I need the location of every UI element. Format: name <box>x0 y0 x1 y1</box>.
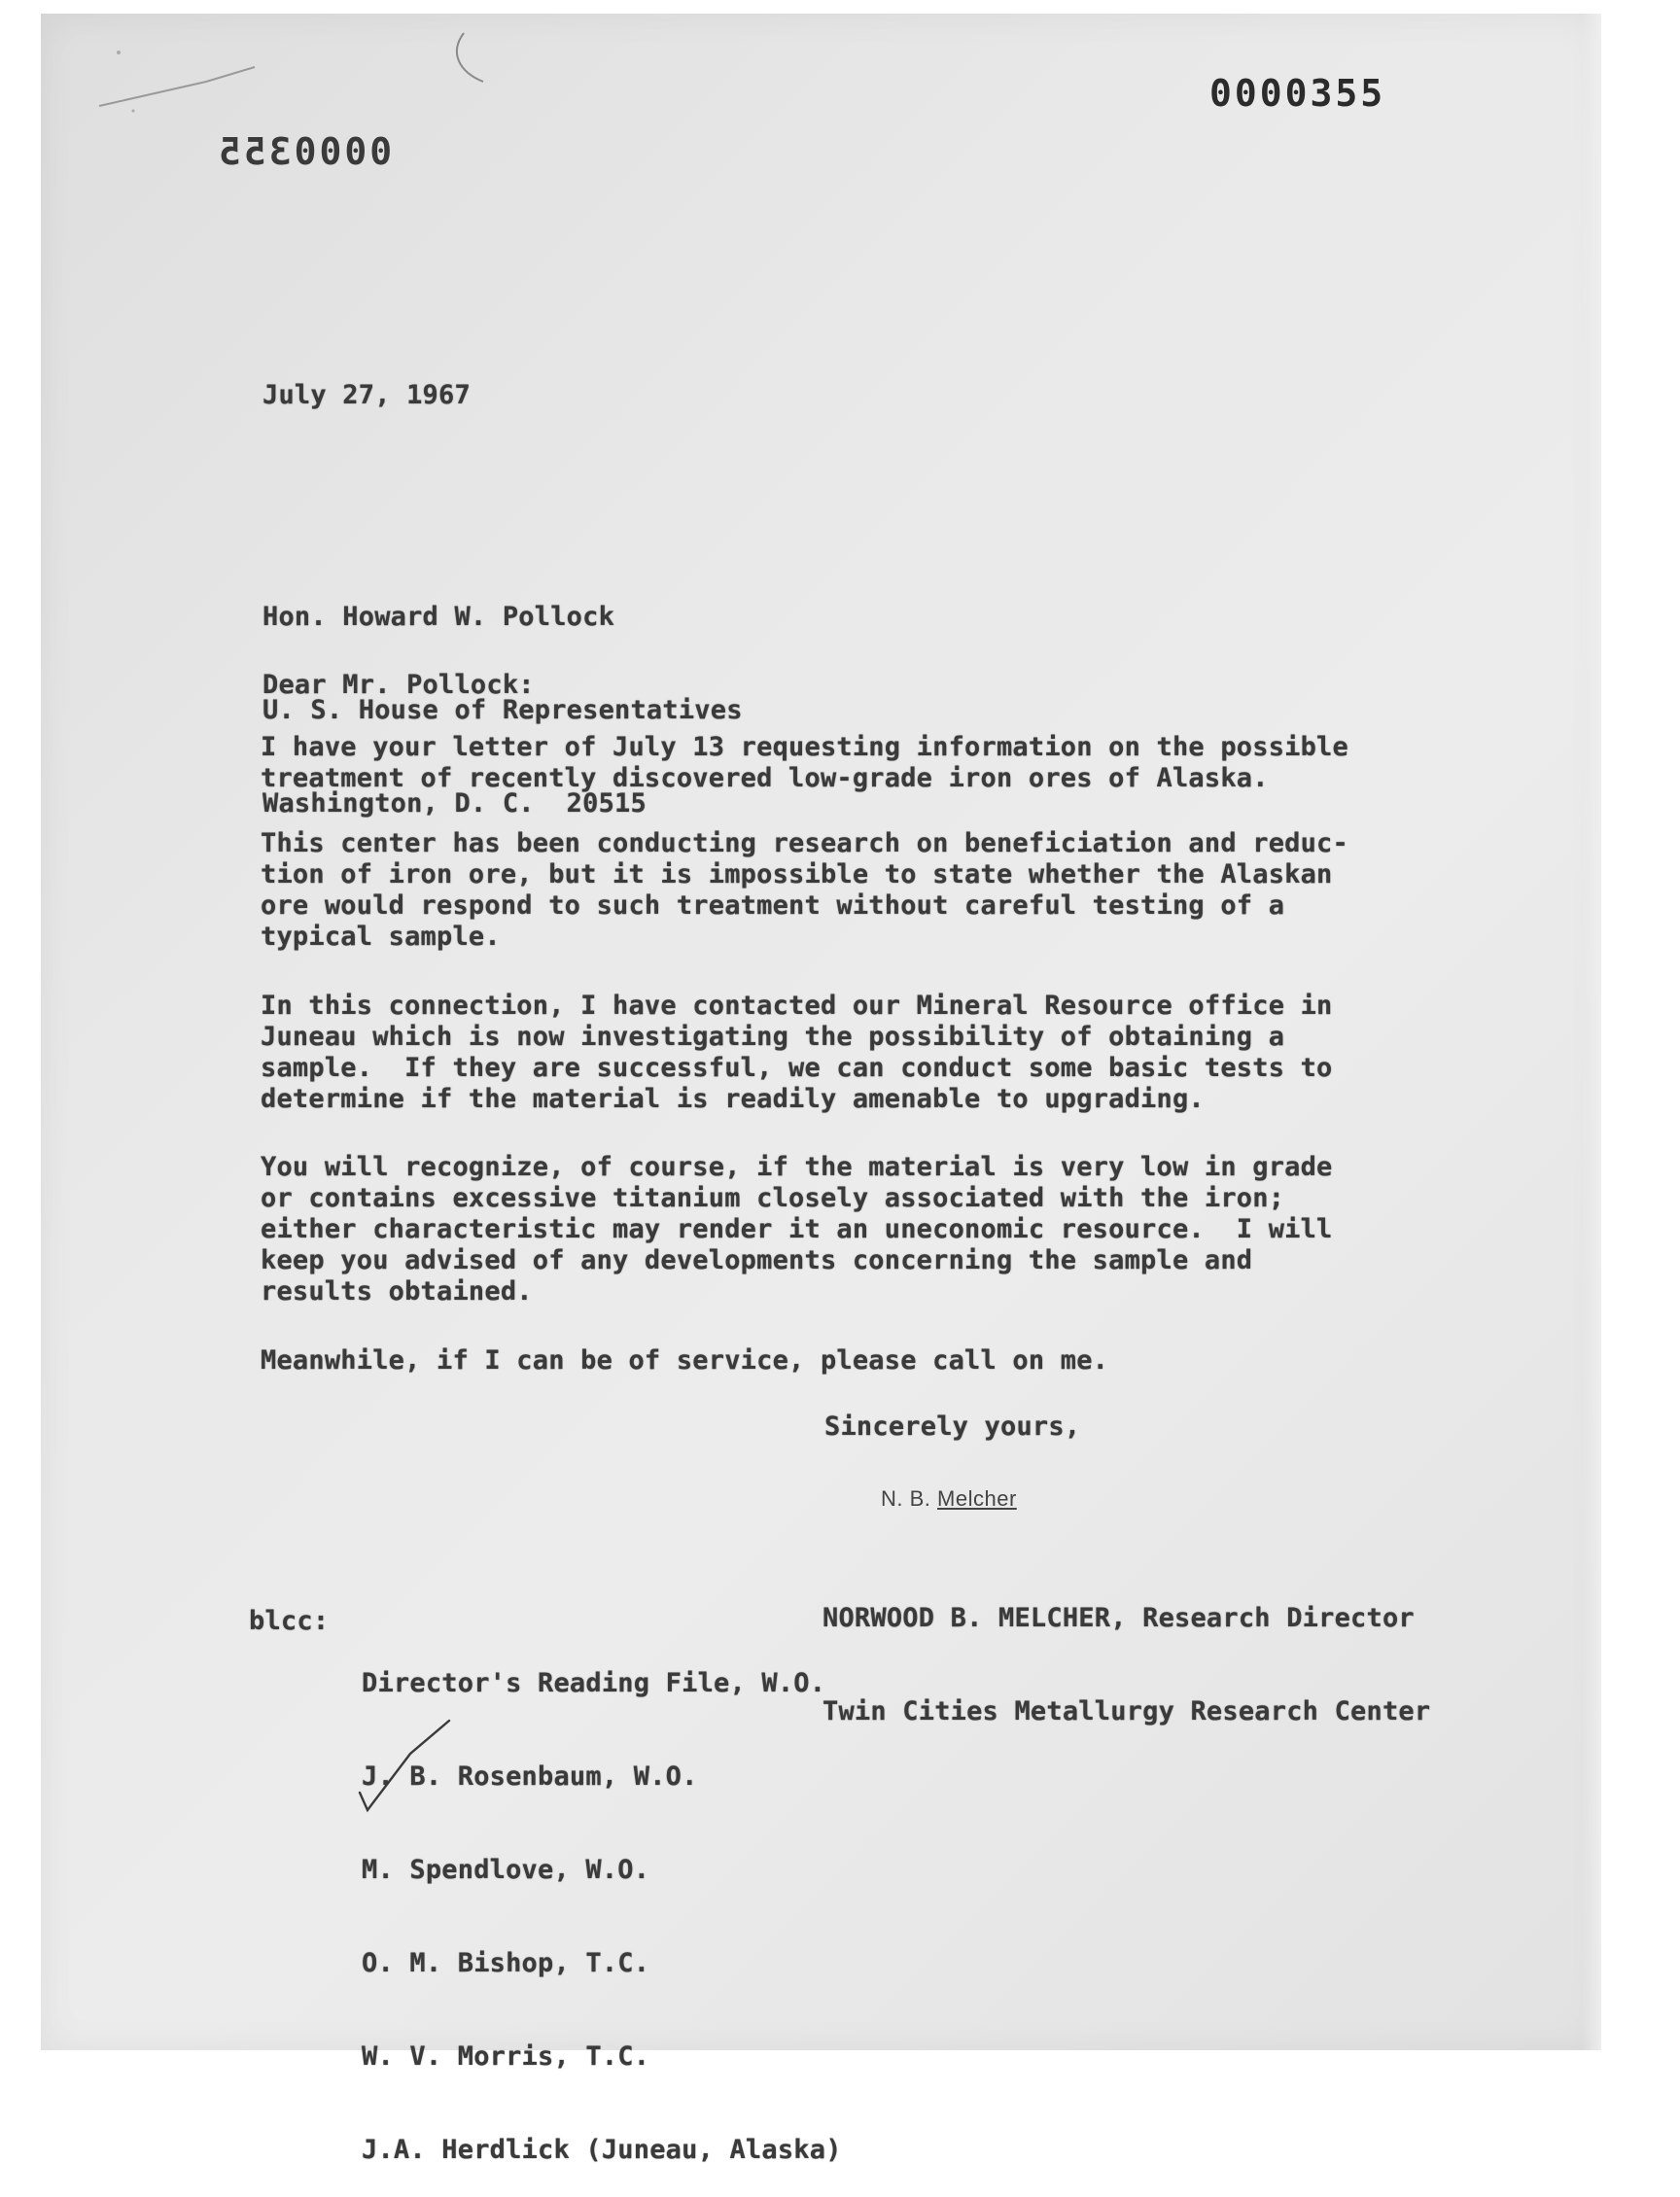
blcc-recipient: W. V. Morris, T.C. <box>362 2041 650 2072</box>
mirrored-document-number-stamp: 0000355 <box>216 130 393 173</box>
signature-initials: N. B. <box>881 1486 931 1511</box>
blcc-recipient: Director's Reading File, W.O. <box>362 1668 826 1698</box>
body-paragraph: You will recognize, of course, if the material is very low in grade or contains excessive titanium closely associated with the iron; either characteristic may render it an uneconomic resource. I will keep you advised of any developments concerning the sample and results obtained. <box>261 1152 1333 1307</box>
blcc-label: blcc: <box>249 1606 330 1636</box>
blcc-recipient: J.A. Herdlick (Juneau, Alaska) <box>362 2135 842 2165</box>
body-paragraph: In this connection, I have contacted our Mineral Resource office in Juneau which is now investigating the possibility of obtaining a sample. If they are successful, we can conduct some basic tests to determine if the material is readily amenable to upgrading. <box>261 991 1333 1114</box>
signer-name-title: NORWOOD B. MELCHER, Research Director <box>822 1603 1415 1633</box>
blcc-list <box>362 1606 842 2197</box>
body-paragraph: Meanwhile, if I can be of service, please call on me. <box>261 1345 1109 1376</box>
salutation: Dear Mr. Pollock: <box>262 670 535 700</box>
blcc-recipient: O. M. Bishop, T.C. <box>362 1948 650 1978</box>
scan-scribble-mark <box>41 14 624 208</box>
letter-date: July 27, 1967 <box>262 380 471 410</box>
blcc-recipient: J. B. Rosenbaum, W.O. <box>362 1761 698 1792</box>
closing: Sincerely yours, <box>824 1412 1081 1442</box>
body-paragraph: This center has been conducting research on beneficiation and reduc- tion of iron ore, but it is impossible to state whether the Alaskan ore would respond to such treatment without careful testing of a typical sample. <box>261 828 1348 952</box>
body-paragraph: I have your letter of July 13 requesting information on the possible treatment of recently discovered low-grade iron ores of Alaska. <box>261 732 1348 793</box>
address-line: Hon. Howard W. Pollock <box>262 602 615 632</box>
document-number-stamp: 0000355 <box>1209 72 1386 115</box>
signer-block <box>822 1541 1430 1759</box>
blcc-recipient: M. Spendlove, W.O. <box>362 1855 650 1885</box>
signature-surname: Melcher <box>937 1486 1017 1511</box>
signer-organization: Twin Cities Metallurgy Research Center <box>822 1696 1431 1726</box>
address-line: Washington, D. C. 20515 <box>262 788 647 819</box>
address-line: U. S. House of Representatives <box>262 695 743 725</box>
signature <box>881 1486 1017 1512</box>
